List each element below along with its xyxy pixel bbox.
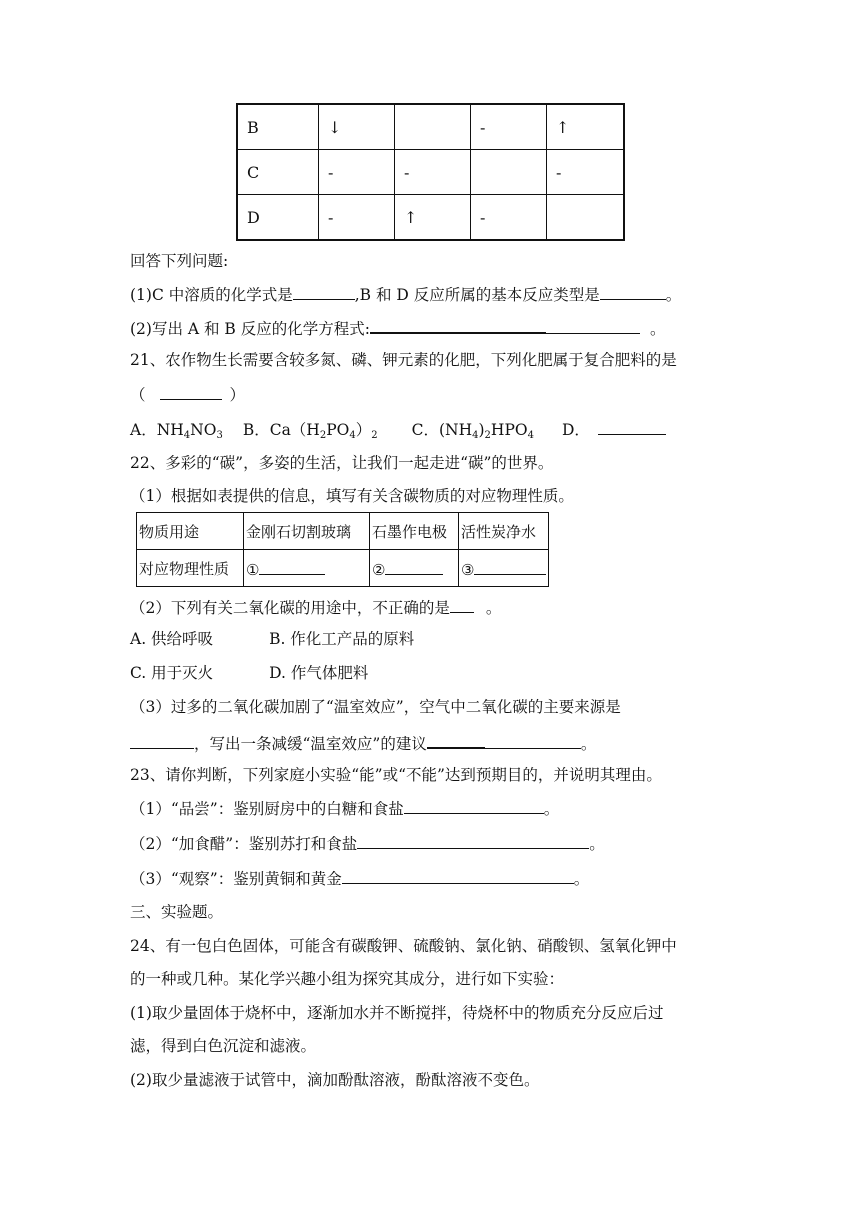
q21-answer-paren [130,383,245,406]
answer-blank[interactable] [370,316,546,334]
circled-number: ① [246,560,260,579]
q22-part3-text: ，写出一条减缓“温室效应”的建议 [194,735,427,753]
subscript: 4 [527,430,534,441]
answer-blank[interactable] [342,867,574,884]
answer-blank[interactable] [130,732,194,749]
option-text: A．NH [130,421,184,439]
q21-stem: 21、农作物生长需要含较多氮、磷、钾元素的化肥，下列化肥属于复合肥料的是 [130,351,677,369]
table-cell: - [395,150,471,195]
q22-part2-end: 。 [485,599,502,617]
q22-options-row2 [130,662,368,684]
table-cell: - [471,195,547,241]
table-cell: - [319,150,395,195]
q24-part2: (2)取少量滤液于试管中，滴加酚酞溶液，酚酞溶液不变色。 [130,1071,540,1089]
q23-part1-text: （1）“品尝”：鉴别厨房中的白糖和食盐 [130,800,404,818]
table-row-label: 对应物理性质 [137,550,244,587]
carbon-properties-table [136,512,549,587]
q20-part2-text: (2)写出 A 和 B 反应的化学方程式: [130,320,370,338]
q22-option-a: A. 供给呼吸 [130,630,214,648]
paren-close: ） [229,386,246,404]
option-text: B．Ca（H [242,421,320,439]
q22-option-d: D. 作气体肥料 [269,664,369,682]
q20-part2 [130,316,666,340]
table-cell [395,104,471,150]
q21-option-b [243,421,378,439]
q22-option-c: C. 用于灭火 [130,664,214,682]
table-cell: D [237,195,319,241]
q22-stem: 22、多彩的“碳”，多姿的生活，让我们一起走进“碳”的世界。 [130,454,554,472]
q23-part3 [130,867,589,890]
q20-prompt: 回答下列问题: [130,252,229,270]
table-row [237,150,624,195]
answer-blank[interactable] [485,732,581,749]
q24-part1-line2: 滤，得到白色沉淀和滤液。 [130,1037,317,1055]
table-cell: - [547,150,625,195]
q23-part1-end: 。 [543,800,560,818]
option-text: PO [326,421,350,439]
q20-part1 [130,283,681,306]
q21-option-a [130,421,223,439]
q23-stem: 23、请你判断，下列家庭小实验“能”或“不能”达到预期目的，并说明其理由。 [130,766,662,784]
q23-part1 [130,797,559,820]
answer-blank[interactable] [450,596,474,613]
q20-part1-end: 。 [665,286,682,304]
answer-blank[interactable] [600,283,666,300]
table-row [137,513,549,550]
circled-number: ② [372,560,386,579]
answer-blank[interactable] [546,317,640,334]
table-answer-cell[interactable] [244,550,370,587]
table-cell: ↑ [547,104,625,150]
q23-part3-end: 。 [573,870,590,888]
table-row [237,104,624,150]
answer-blank[interactable] [404,797,544,814]
option-text: ） [355,421,372,439]
subscript: 2 [319,430,327,441]
q23-part3-text: （3）“观察”：鉴别黄铜和黄金 [130,870,342,888]
q24-stem-line1: 24、有一包白色固体，可能含有碳酸钾、硫酸钠、氯化钠、硝酸钡、氢氧化钾中 [130,937,677,955]
table-cell: C [237,150,319,195]
answer-blank[interactable] [357,832,589,849]
q20-part1-text-a: (1)C 中溶质的化学式是 [130,286,293,304]
q23-part2-end: 。 [589,835,605,853]
table-row [137,550,549,587]
table-header-cell: 金刚石切割玻璃 [244,513,370,550]
table-cell: - [471,104,547,150]
q24-part1-line1: (1)取少量固体于烧杯中，逐渐加水并不断搅拌，待烧杯中的物质充分反应后过 [130,1004,664,1022]
q22-option-b: B. 作化工产品的原料 [269,630,415,648]
answer-blank[interactable] [427,731,485,749]
answer-blank[interactable] [259,558,325,575]
option-text: D． [561,421,590,439]
table-cell: - [319,195,395,241]
q21-options [130,418,666,441]
table-header-cell: 物质用途 [137,513,244,550]
option-text: ) [478,421,485,439]
table-row [237,195,624,241]
q21-option-c [412,421,534,439]
answer-blank[interactable] [598,418,666,435]
answer-blank[interactable] [160,383,222,400]
table-answer-cell[interactable] [459,550,549,587]
option-text: C．(NH [411,421,473,439]
table-answer-cell[interactable] [370,550,459,587]
subscript: 4 [183,430,191,441]
q24-stem-line2: 的一种或几种。某化学兴趣小组为探究其成分，进行如下实验： [130,970,565,988]
paren-open: （ [130,386,146,404]
q22-part1: （1）根据如表提供的信息，填写有关含碳物质的对应物理性质。 [130,487,574,505]
table-header-cell: 石墨作电极 [370,513,459,550]
table-cell: B [237,104,319,150]
reaction-table [236,103,625,241]
answer-blank[interactable] [293,283,355,300]
q20-part1-text-b: ,B 和 D 反应所属的基本反应类型是 [354,286,600,304]
q23-part2-text: （2）“加食醋”：鉴别苏打和食盐 [130,835,358,853]
table-cell [471,150,547,195]
q22-part3-cont [130,731,596,755]
option-text: HPO [490,421,528,439]
answer-blank[interactable] [385,558,443,575]
option-text: NO [190,421,217,439]
table-cell: ↑ [395,195,471,241]
q20-part2-end: 。 [649,320,666,338]
answer-blank[interactable] [474,558,546,575]
q22-part2 [130,596,501,619]
circled-number: ③ [461,560,475,579]
table-header-cell: 活性炭净水 [459,513,549,550]
q22-part2-text: （2）下列有关二氧化碳的用途中，不正确的是 [130,599,450,617]
subscript: 2 [371,430,378,441]
q23-part2 [130,832,605,855]
q21-option-d [562,421,666,439]
subscript: 3 [216,430,223,441]
subscript: 2 [484,430,491,441]
section-heading: 三、实验题。 [130,903,224,921]
subscript: 4 [349,430,356,441]
table-cell: ↓ [319,104,395,150]
table-cell [547,195,625,241]
q22-part3: （3）过多的二氧化碳加剧了“温室效应”，空气中二氧化碳的主要来源是 [130,698,621,716]
q22-part3-end: 。 [580,735,597,753]
subscript: 4 [472,430,479,441]
q22-options-row1 [130,628,414,650]
